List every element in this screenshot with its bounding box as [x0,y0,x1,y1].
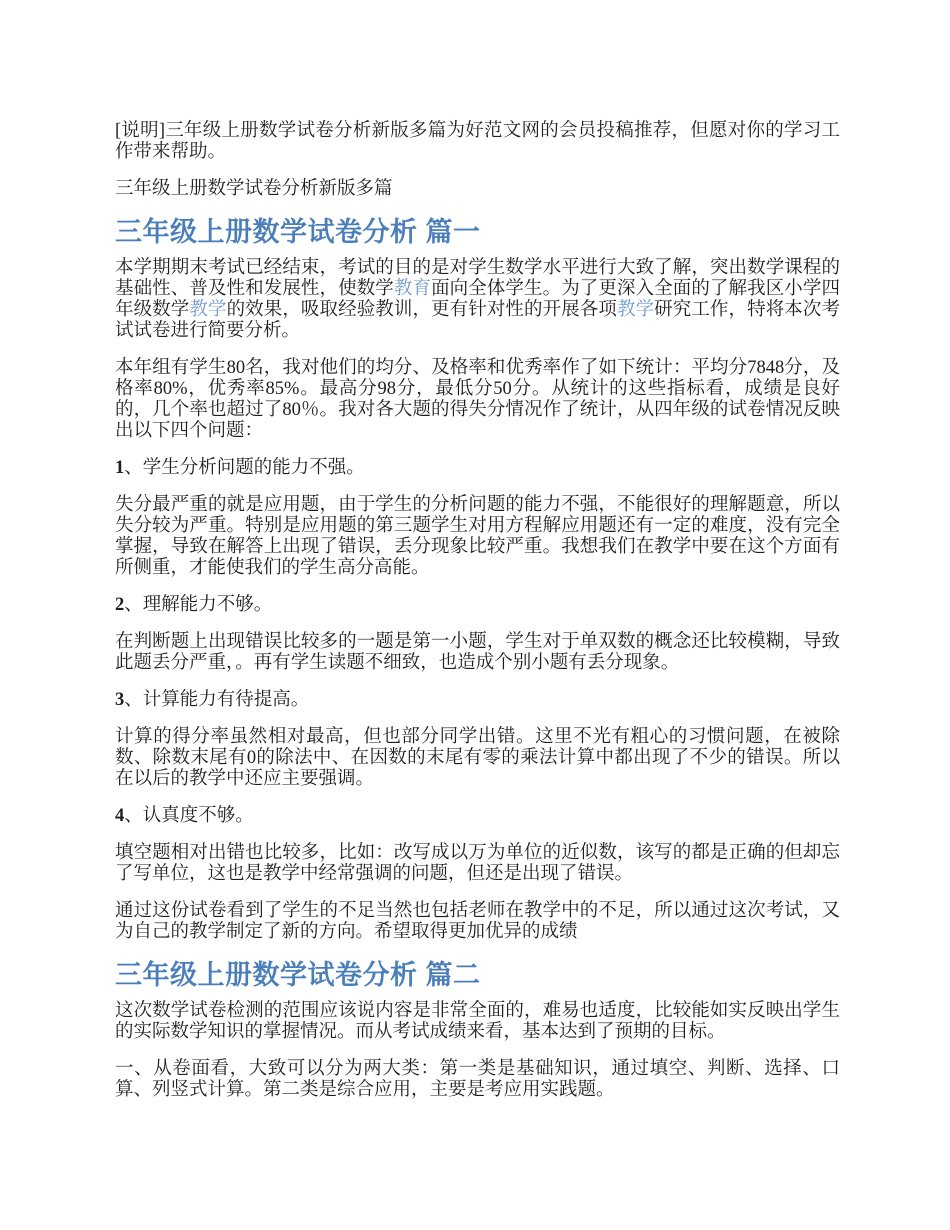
text-run: 填空题相对出错也比较多，比如：改写成以万为单位的近似数，该写的都是正确的但却忘了写单位，这也是教学中经常强调的问题，但还是出现了错误。 [115,843,840,884]
point-title: 、学生分析问题的能力不强。 [124,458,365,478]
point-number: 2 [115,595,125,615]
text-run: 一、从卷面看，大致可以分为两大类：第一类是基础知识，通过填空、判断、选择、口算、列竖式计算。第二类是综合应用，主要是考应用实践题。 [115,1059,840,1100]
text-run: 面向全体学生。为了更深入全面的了解我区小学四年级数学 [115,279,840,320]
text-run: 本学期期末考试已经结束，考试的目的是对学生数学水平进行大致了解，突出数学课程的基础性、普及性和发展性，使数学 [115,258,840,299]
paragraph [115,1001,840,1043]
numbered-point-heading [115,690,840,711]
text-run: 本年组有学生80名，我对他们的均分、及格率和优秀率作了如下统计：平均分7848分，及格率80%，优秀率85%。最高分98分，最低分50分。从统计的这些指标看，成绩是良好的，几个率也超过了80％。我对各大题的得失分情况作了统计，从四年级的试卷情况反映出以下四个问题： [115,358,840,441]
text-run: 通过这份试卷看到了学生的不足当然也包括老师在教学中的不足，所以通过这次考试，又为自己的教学制定了新的方向。希望取得更加优异的成绩 [115,901,840,942]
paragraph [115,632,840,674]
point-number: 1 [115,458,125,478]
inline-link[interactable]: 教育 [393,279,432,299]
numbered-point-heading [115,458,840,479]
point-title: 、计算能力有待提高。 [124,690,310,710]
text-run: 的效果，吸取经验教训，更有针对性的开展各项 [226,300,617,320]
paragraph [115,495,840,579]
paragraph [115,843,840,885]
inline-link[interactable]: 教学 [616,300,655,320]
point-number: 4 [115,806,125,826]
paragraph [115,121,840,163]
point-title: 、理解能力不够。 [124,595,273,615]
text-run: 在判断题上出现错误比较多的一题是第一小题，学生对于单双数的概念还比较模糊，导致此题丢分严重，。再有学生读题不细致，也造成个别小题有丢分现象。 [115,632,840,673]
paragraph [115,179,840,200]
text-run: [说明]三年级上册数学试卷分析新版多篇为好范文网的会员投稿推荐，但愿对你的学习工作带来帮助。 [115,121,840,162]
text-run: 这次数学试卷检测的范围应该说内容是非常全面的，难易也适度，比较能如实反映出学生的实际数学知识的掌握情况。而从考试成绩来看，基本达到了预期的目标。 [115,1001,840,1042]
paragraph [115,901,840,943]
inline-link[interactable]: 教学 [189,300,227,320]
text-run: 研究工作，特将本次考试试卷进行简要分析。 [115,300,840,341]
point-number: 3 [115,690,125,710]
text-run: 计算的得分率虽然相对最高，但也部分同学出错。这里不光有粗心的习惯问题，在被除数、除数末尾有0的除法中、在因数的末尾有零的乘法计算中都出现了不少的错误。所以在以后的教学中还应主要强调。 [115,727,840,789]
paragraph [115,1059,840,1101]
paragraph [115,727,840,790]
paragraph [115,358,840,442]
numbered-point-heading [115,806,840,827]
section-heading: 三年级上册数学试卷分析 篇一 [115,217,481,247]
section-heading: 三年级上册数学试卷分析 篇二 [115,960,481,990]
point-title: 、认真度不够。 [124,806,254,826]
numbered-point-heading [115,595,840,616]
paragraph [115,258,840,342]
text-run: 三年级上册数学试卷分析新版多篇 [115,179,393,199]
text-run: 失分最严重的就是应用题，由于学生的分析问题的能力不强，不能很好的理解题意，所以失分较为严重。特别是应用题的第三题学生对用方程解应用题还有一定的难度，没有完全掌握，导致在解答上出现了错误，丢分现象比较严重。我想我们在教学中要在这个方面有所侧重，才能使我们的学生高分高能。 [115,495,840,578]
